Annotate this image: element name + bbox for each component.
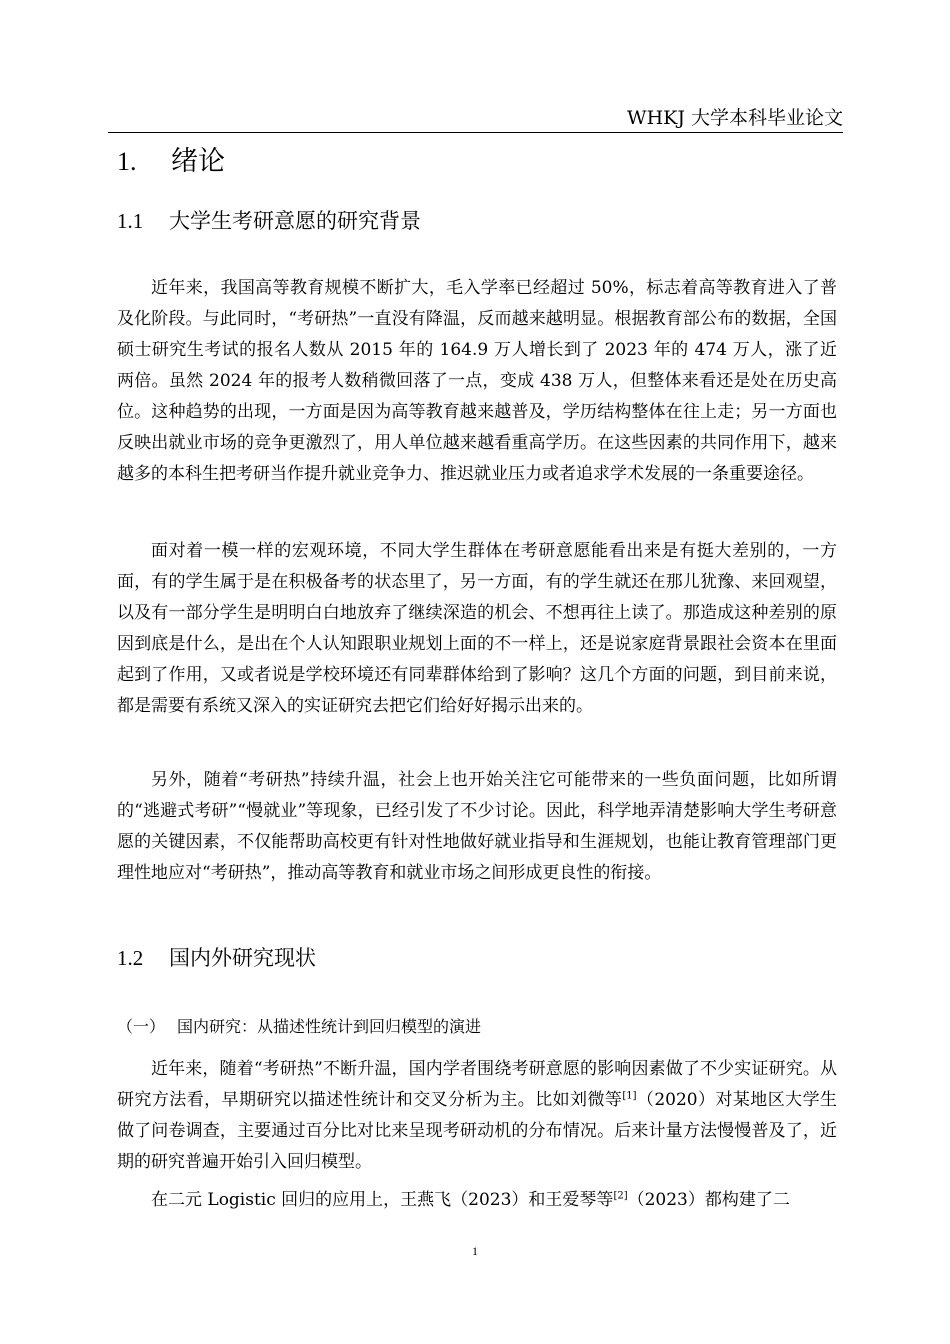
paragraph (117, 1054, 837, 1178)
chapter-heading (117, 143, 225, 181)
subsection-heading (117, 1014, 481, 1040)
chapter-title: 绪论 (171, 146, 225, 177)
header-rule (108, 132, 843, 133)
subsection-title: 国内研究：从描述性统计到回归模型的演进 (177, 1017, 482, 1036)
paragraph-text: （2023）都构建了二 (627, 1190, 790, 1210)
section-title: 国内外研究现状 (169, 946, 316, 970)
running-header: WHKJ 大学本科毕业论文 (627, 107, 843, 129)
section-number: 1.1 (117, 209, 144, 233)
citation-marker[interactable]: [2] (613, 1190, 628, 1202)
paragraph: 另外，随着“考研热”持续升温，社会上也开始关注它可能带来的一些负面问题，比如所谓的“逃避式考研”“慢就业”等现象，已经引发了不少讨论。因此，科学地弄清楚影响大学生考研意愿的关键因素，不仅能帮助高校更有针对性地做好就业指导和生涯规划，也能让教育管理部门更理性地应对“考研热”，推动高等教育和就业市场之间形成更良性的衔接。 (117, 770, 837, 883)
section-heading-1-2 (117, 942, 316, 974)
citation-marker[interactable]: [1] (622, 1090, 637, 1102)
section-title: 大学生考研意愿的研究背景 (169, 209, 421, 233)
section-number: 1.2 (117, 946, 144, 970)
paragraph-text: 近年来，随着“考研热”不断升温，国内学者围绕考研意愿的影响因素做了不少实证研究。从研究方法看，早期研究以描述性统计和交叉分析为主。比如刘微等 (117, 1059, 837, 1110)
paragraph: 近年来，我国高等教育规模不断扩大，毛入学率已经超过 50%，标志着高等教育进入了普及化阶段。与此同时，“考研热”一直没有降温，反而越来越明显。根据教育部公布的数据，全国硕士研究生考试的报名人数从 2015 年的 164.9 万人增长到了 2023 年的 474 万人，涨了近两倍。虽然 2024 年的报考人数稍微回落了一点，变成 438 万人，但整体来看还是处在历史高位。这种趋势的出现，一方面是因为高等教育越来越普及，学历结构整体在往上走；另一方面也反映出就业市场的竞争更激烈了，用人单位越来越看重高学历。在这些因素的共同作用下，越来越多的本科生把考研当作提升就业竞争力、推迟就业压力或者追求学术发展的一条重要途径。 (117, 278, 837, 484)
paragraph-text: （2020）对某地区大学生做了问卷调查，主要通过百分比对比来呈现考研动机的分布情况。后来计量方法慢慢普及了，近期的研究普遍开始引入回归模型。 (117, 1090, 838, 1172)
chapter-number: 1. (117, 147, 137, 176)
subsection-number: （一） (117, 1017, 166, 1036)
section-heading-1-1 (117, 205, 421, 237)
paragraph (117, 1185, 837, 1216)
paragraph: 面对着一模一样的宏观环境，不同大学生群体在考研意愿能看出来是有挺大差别的，一方面，有的学生属于是在积极备考的状态里了，另一方面，有的学生就还在那儿犹豫、来回观望，以及有一部分学生是明明白白地放弃了继续深造的机会、不想再往上读了。那造成这种差别的原因到底是什么，是出在个人认知跟职业规划上面的不一样上，还是说家庭背景跟社会资本在里面起到了作用，又或者说是学校环境还有同辈群体给到了影响？这几个方面的问题，到目前来说，都是需要有系统又深入的实证研究去把它们给好好揭示出来的。 (117, 541, 837, 716)
paragraph-text: 在二元 Logistic 回归的应用上，王燕飞（2023）和王爱琴等 (151, 1190, 614, 1210)
page-number: 1 (472, 1244, 478, 1258)
